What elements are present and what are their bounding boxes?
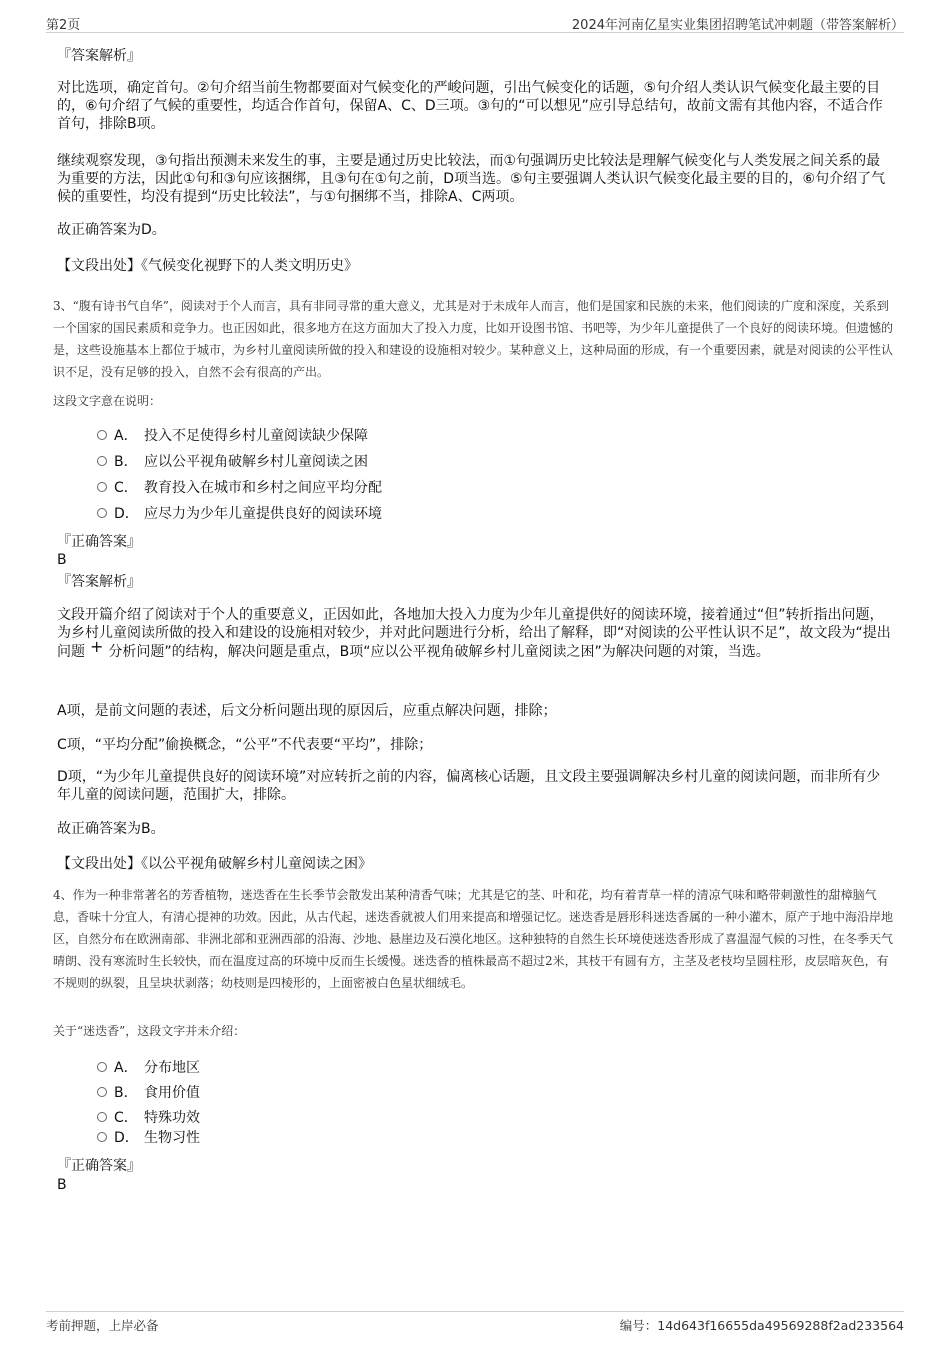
option-c[interactable]: [97, 1109, 200, 1127]
radio-icon[interactable]: [97, 1112, 107, 1122]
option-key: C．: [114, 1110, 138, 1126]
option-text: 教育投入在城市和乡村之间应平均分配: [144, 480, 382, 496]
analysis-label: 『答案解析』: [57, 48, 141, 64]
correct-answer-label: 『正确答案』: [57, 534, 141, 550]
conclusion: 故正确答案为B。: [57, 821, 165, 837]
option-key: B．: [114, 454, 138, 470]
analysis-option-d: D项，“为少年儿童提供良好的阅读环境”对应转折之前的内容，偏离核心话题，且文段主要强调解决乡村儿童的阅读问题，而非所有少年儿童的阅读问题，范围扩大，排除。: [57, 769, 881, 803]
correct-answer-label: 『正确答案』: [57, 1158, 141, 1174]
radio-icon[interactable]: [97, 482, 107, 492]
document-id: 编号：14d643f16655da49569288f2ad233564: [619, 1318, 904, 1333]
radio-icon[interactable]: [97, 1087, 107, 1097]
analysis-option-a: A项，是前文问题的表述，后文分析问题出现的原因后，应重点解决问题，排除；: [57, 703, 557, 719]
page-header: [46, 14, 904, 33]
option-text: 应以公平视角破解乡村儿童阅读之困: [144, 454, 368, 470]
analysis-option-c: C项，“平均分配”偷换概念，“公平”不代表要“平均”，排除；: [57, 737, 433, 753]
plus-sign: +: [90, 637, 104, 656]
analysis-paragraph: 对比选项，确定首句。②句介绍当前生物都要面对气候变化的严峻问题，引出气候变化的话题，⑤句介绍人类认识气候变化最主要的目的，⑥句介绍了气候的重要性，均适合作首句，保留A、C、D三项。③句的“可以想见”应引导总结句，故前文需有其他内容，不适合作首句，排除B项。: [57, 80, 883, 132]
option-text: 生物习性: [144, 1130, 200, 1146]
option-a[interactable]: [97, 427, 368, 445]
option-a[interactable]: [97, 1059, 200, 1077]
radio-icon[interactable]: [97, 456, 107, 466]
option-b[interactable]: [97, 1084, 200, 1102]
option-key: D．: [114, 1130, 139, 1146]
source-citation: 【文段出处】《气候变化视野下的人类文明历史》: [57, 258, 358, 274]
option-b[interactable]: [97, 453, 368, 471]
option-key: B．: [114, 1085, 138, 1101]
analysis-text: 文段开篇介绍了阅读对于个人的重要意义，正因如此，各地加大投入力度为少年儿童提供好的阅读环境，接着通过“但”转折指出问题，为乡村儿童阅读所做的投入和建设的设施相对较少，并对此问题进行分析，给出了解释，即“对阅读的公平性认识不足”，故文段为“提出问题: [57, 607, 891, 660]
option-key: A．: [114, 1060, 138, 1076]
option-text: 分布地区: [144, 1060, 200, 1076]
option-c[interactable]: [97, 479, 382, 497]
option-key: A．: [114, 428, 138, 444]
radio-icon[interactable]: [97, 1062, 107, 1072]
option-d[interactable]: [97, 505, 382, 523]
analysis-label: 『答案解析』: [57, 574, 141, 590]
option-d[interactable]: [97, 1129, 200, 1147]
correct-answer: B: [57, 552, 67, 568]
question-stem: 关于“迷迭香”，这段文字并未介绍：: [53, 1024, 246, 1038]
option-text: 特殊功效: [144, 1110, 200, 1126]
radio-icon[interactable]: [97, 1132, 107, 1142]
analysis-paragraph: [57, 606, 893, 661]
option-text: 食用价值: [144, 1085, 200, 1101]
page-number: 第2页: [46, 18, 81, 33]
radio-icon[interactable]: [97, 508, 107, 518]
correct-answer: B: [57, 1177, 67, 1193]
footer-slogan: 考前押题，上岸必备: [46, 1318, 159, 1333]
analysis-paragraph: 继续观察发现，③句指出预测未来发生的事，主要是通过历史比较法，而①句强调历史比较法是理解气候变化与人类发展之间关系的最为重要的方法，因此①句和③句应该捆绑，且③句在①句之前，D项当选。⑤句主要强调人类认识气候变化最主要的目的，⑥句介绍了气候的重要性，均没有提到“历史比较法”，与①句捆绑不当，排除A、C两项。: [57, 153, 886, 205]
page-footer: [46, 1311, 904, 1335]
question-stem: 这段文字意在说明：: [53, 394, 162, 408]
option-text: 应尽力为少年儿童提供良好的阅读环境: [144, 506, 382, 522]
document-title: 2024年河南亿星实业集团招聘笔试冲刺题（带答案解析）: [571, 18, 904, 33]
question-passage: 3、“腹有诗书气自华”，阅读对于个人而言，具有非同寻常的重大意义，尤其是对于未成年人而言，他们是国家和民族的未来，他们阅读的广度和深度，关系到一个国家的国民素质和竞争力。也正因如此，很多地方在这方面加大了投入力度，比如开设图书馆、书吧等，为少年儿童提供了一个良好的阅读环境。但遗憾的是，这些设施基本上都位于城市，为乡村儿童阅读所做的投入和建设的设施相对较少。某种意义上，这种局面的形成，有一个重要因素，就是对阅读的公平性认识不足，没有足够的投入，自然不会有很高的产出。: [53, 299, 894, 379]
option-key: D．: [114, 506, 139, 522]
conclusion: 故正确答案为D。: [57, 222, 166, 238]
option-text: 投入不足使得乡村儿童阅读缺少保障: [144, 428, 368, 444]
question-passage: 4、作为一种非常著名的芳香植物，迷迭香在生长季节会散发出某种清香气味；尤其是它的茎、叶和花，均有着青草一样的清凉气味和略带刺激性的甜樟脑气息，香味十分宜人，有清心提神的功效。因此，从古代起，迷迭香就被人们用来提高和增强记忆。迷迭香是唇形科迷迭香属的一种小灌木，原产于地中海沿岸地区，自然分布在欧洲南部、非洲北部和亚洲西部的沿海、沙地、悬崖边及石漠化地区。这种独特的自然生长环境使迷迭香形成了喜温湿气候的习性，在冬季天气晴朗、没有寒流时生长较快，而在温度过高的环境中反而生长缓慢。迷迭香的植株最高不超过2米，其枝干有圆有方，主茎及老枝均呈圆柱形，皮层暗灰色，有不规则的纵裂，且呈块状剥落；幼枝则是四棱形的，上面密被白色星状细绒毛。: [53, 888, 894, 990]
radio-icon[interactable]: [97, 430, 107, 440]
option-key: C．: [114, 480, 138, 496]
source-citation: 【文段出处】《以公平视角破解乡村儿童阅读之困》: [57, 856, 372, 872]
analysis-text: 分析问题”的结构，解决问题是重点，B项“应以公平视角破解乡村儿童阅读之困”为解决问题的对策，当选。: [108, 644, 770, 660]
